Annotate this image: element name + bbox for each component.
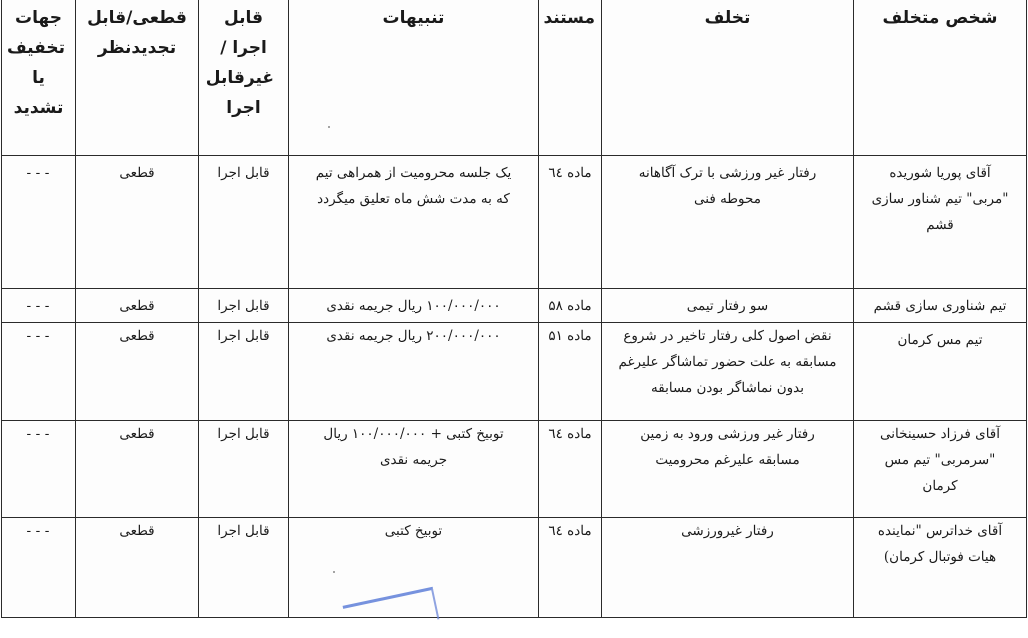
table-row	[2, 323, 1027, 421]
scan-speck	[328, 126, 330, 128]
cell-violation: نقض اصول کلی رفتار تاخیر در شروع مسابقه به علت حضور تماشاگر علیرغم بدون نماشاگر بودن مسابقه	[602, 323, 854, 421]
cell-mitigation: ---	[2, 323, 76, 421]
header-article: مستند	[539, 0, 602, 156]
cell-violation: رفتار غیر ورزشی ورود به زمین مسابقه علیرغم محرومیت	[602, 421, 854, 518]
table-row	[2, 518, 1027, 618]
table-row	[2, 289, 1027, 323]
cell-mitigation: ---	[2, 289, 76, 323]
cell-final: قطعی	[76, 323, 199, 421]
cell-article: ماده ٦٤	[539, 421, 602, 518]
cell-article: ماده ٦٤	[539, 156, 602, 289]
header-penalty: تنبیهات	[289, 0, 539, 156]
cell-final: قطعی	[76, 421, 199, 518]
cell-violation: سو رفتار تیمی	[602, 289, 854, 323]
cell-final: قطعی	[76, 518, 199, 618]
cell-penalty: ۱۰۰/۰۰۰/۰۰۰ ریال جریمه نقدی	[289, 289, 539, 323]
cell-penalty: توبیخ کتبی + ۱۰۰/۰۰۰/۰۰۰ ریال جریمه نقدی	[289, 421, 539, 518]
cell-offender: تیم شناوری سازی قشم	[854, 289, 1027, 323]
scan-speck	[333, 571, 335, 573]
cell-mitigation: ---	[2, 518, 76, 618]
cell-article: ماده ۵۱	[539, 323, 602, 421]
header-mitigation: جهات تخفیف یا تشدید	[2, 0, 76, 156]
cell-offender: آقای پوریا شوریده "مربی" تیم شناور سازی قشم	[854, 156, 1027, 289]
table-row	[2, 156, 1027, 289]
cell-offender: تیم مس کرمان	[854, 323, 1027, 421]
cell-enforceable: قابل اجرا	[199, 518, 289, 618]
cell-enforceable: قابل اجرا	[199, 421, 289, 518]
cell-enforceable: قابل اجرا	[199, 156, 289, 289]
cell-final: قطعی	[76, 289, 199, 323]
cell-final: قطعی	[76, 156, 199, 289]
cell-violation: رفتار غیرورزشی	[602, 518, 854, 618]
cell-violation: رفتار غیر ورزشی با ترک آگاهانه محوطه فنی	[602, 156, 854, 289]
disciplinary-rulings-table	[1, 0, 1027, 618]
header-offender: شخص متخلف	[854, 0, 1027, 156]
cell-enforceable: قابل اجرا	[199, 323, 289, 421]
cell-mitigation: ---	[2, 421, 76, 518]
cell-penalty: توبیخ کتبی	[289, 518, 539, 618]
cell-offender: آقای خداترس "نماینده هیات فوتبال کرمان)	[854, 518, 1027, 618]
cell-penalty: ۲۰۰/۰۰۰/۰۰۰ ریال جریمه نقدی	[289, 323, 539, 421]
header-violation: تخلف	[602, 0, 854, 156]
cell-enforceable: قابل اجرا	[199, 289, 289, 323]
header-final: قطعی/قابل تجدیدنظر	[76, 0, 199, 156]
cell-article: ماده ۵۸	[539, 289, 602, 323]
cell-penalty: یک جلسه محرومیت از همراهی تیم که به مدت شش ماه تعلیق میگردد	[289, 156, 539, 289]
header-enforceable: قابل اجرا /غیرقابل اجرا	[199, 0, 289, 156]
cell-offender: آقای فرزاد حسینخانی "سرمربی" تیم مس کرمان	[854, 421, 1027, 518]
table-row	[2, 421, 1027, 518]
header-row	[2, 0, 1027, 156]
cell-mitigation: ---	[2, 156, 76, 289]
cell-article: ماده ٦٤	[539, 518, 602, 618]
